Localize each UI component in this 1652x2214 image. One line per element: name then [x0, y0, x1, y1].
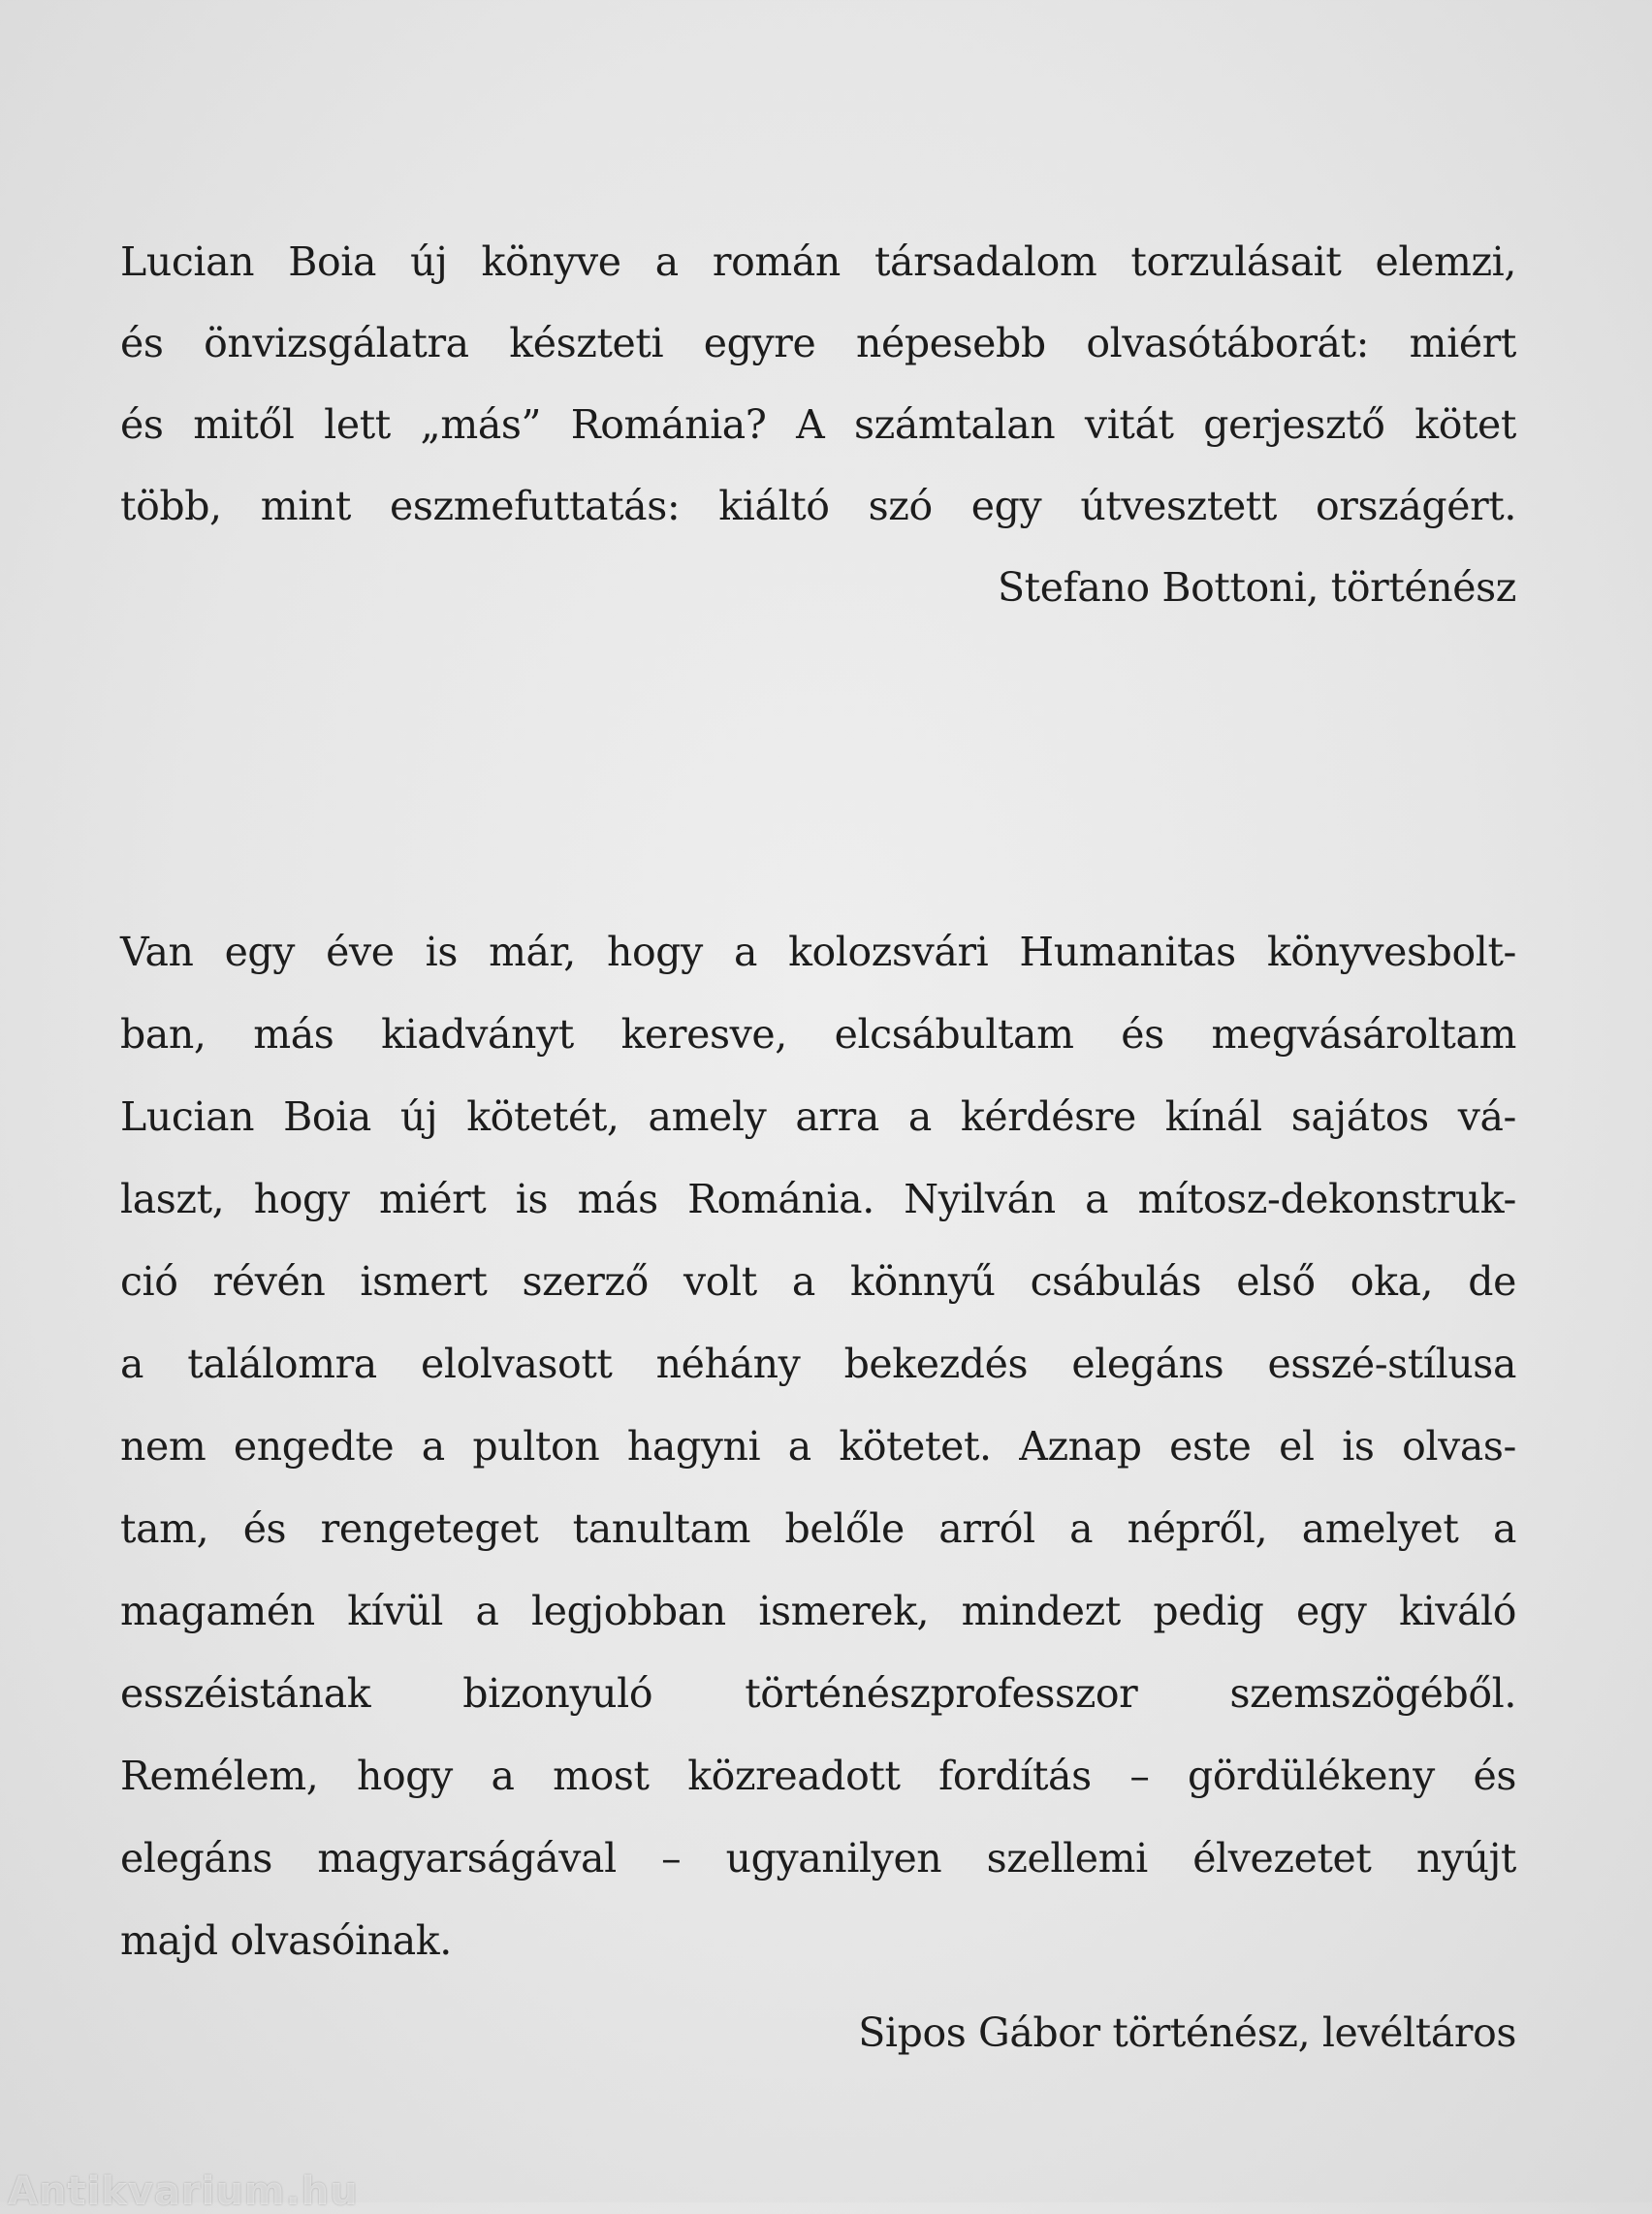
review-line: Remélem, hogy a most közreadott fordítás – gördülékeny és — [120, 1753, 1516, 1799]
review-line: nem engedte a pulton hagyni a kötetet. Aznap este el is olvas- — [120, 1423, 1516, 1470]
watermark: Antikvarium.hu — [8, 2169, 359, 2214]
review-line: laszt, hogy miért is más Románia. Nyilván a mítosz-dekonstruk- — [120, 1176, 1516, 1222]
quote-line: és önvizsgálatra készteti egyre népesebb olvasótáborát: miért — [120, 320, 1516, 366]
review-line: majd olvasóinak. — [120, 1917, 452, 1964]
review-line: ció révén ismert szerző volt a könnyű csábulás első oka, de — [120, 1258, 1516, 1305]
review-line: Lucian Boia új kötetét, amely arra a kérdésre kínál sajátos vá- — [120, 1093, 1516, 1140]
quote-line: Lucian Boia új könyve a román társadalom torzulásait elemzi, — [120, 238, 1516, 285]
quote-line: és mitől lett „más” Románia? A számtalan vitát gerjesztő kötet — [120, 401, 1516, 448]
review-line: elegáns magyarságával – ugyanilyen szellemi élvezetet nyújt — [120, 1835, 1516, 1882]
review-line: Van egy éve is már, hogy a kolozsvári Humanitas könyvesbolt- — [120, 929, 1516, 975]
quote-author: Stefano Bottoni, történész — [997, 564, 1516, 611]
review-line: a találomra elolvasott néhány bekezdés elegáns esszé-stílusa — [120, 1341, 1516, 1387]
review-line: tam, és rengeteget tanultam belőle arról a népről, amelyet a — [120, 1505, 1516, 1552]
review-block — [120, 911, 1516, 2074]
review-author: Sipos Gábor történész, levéltáros — [858, 2009, 1516, 2056]
review-line: ban, más kiadványt keresve, elcsábultam és megvásároltam — [120, 1011, 1516, 1058]
quote-line: több, mint eszmefuttatás: kiáltó szó egy útvesztett országért. — [120, 483, 1516, 529]
quote-block — [120, 221, 1516, 628]
review-line: esszéistának bizonyuló történészprofesszor szemszögéből. — [120, 1670, 1516, 1717]
review-line: magamén kívül a legjobban ismerek, mindezt pedig egy kiváló — [120, 1588, 1516, 1634]
